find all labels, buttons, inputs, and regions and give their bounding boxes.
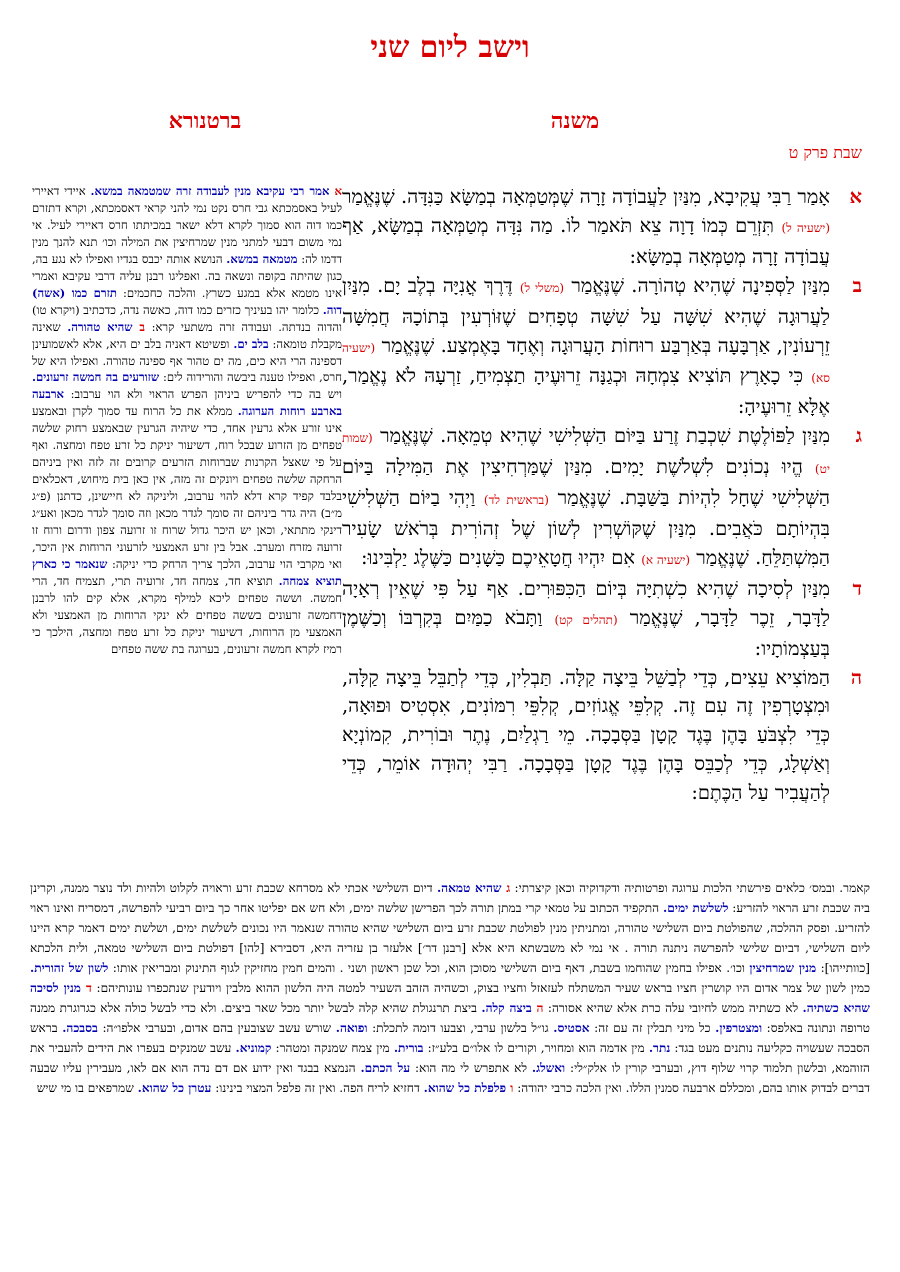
dibbur-hamatchil: ומצטרפין. (715, 1021, 763, 1035)
mishna-phrase: מִנַּיִן לַפּוֹלֶטֶת שִׁכְבַת זֶרַע בַּיּוֹם הַשְּׁלִישִׁי שֶׁהִיא טְמֵאָה. שֶׁנֶּאֱמַר (372, 424, 830, 448)
mishna-ref-letter: א (334, 184, 342, 198)
mishna-phrase: תִּזְרֵם כְּמוֹ דָוָה צֵא תֹּאמַר לוֹ. מַה נִּדָּה מְטַמְּאָה בְמַשָּׂא, אַף עֲבוֹדָה זָרָה מְטַמְּאָה בְמַשָּׂא: (342, 213, 830, 268)
commentary-text: ופשיטא דאניה בלב ים היא, אלא לאשמועינן דספינה הרי היא כים, מה ים טהור אף ספינה טהורה. ואפילו היא של חרס, ואפילו טענה ביבשה והורידוה לים: (32, 336, 342, 385)
commentary-text: לא כשתיה ממש לחיובי עלה כרת אלא שהיא אסורה: (543, 1001, 803, 1015)
mishna-segment (342, 664, 862, 809)
commentary-text: הנמצא בבגד ואין ידוע אם דם נדה הוא אם לאו, מעבירין עליו שבעה דברים לבדוק אותו בהם, ומכללם ארבעה סמנין הללו. ואין הלכה כרבי יהודה: (30, 1061, 870, 1095)
dibbur-hamatchil: שהיא טמאה. (436, 881, 507, 895)
mishna-phrase: מִנַּיִן לְסִיכָה שֶׁהִיא כִשְׁתִיָּה בְּיוֹם הַכִּפּוּרִים. אַף עַל פִּי שֶׁאֵין רְאָיָה לַדָּבָר, זֵכֶר לַדָּבָר, שֶׁנֶּאֱמַר (342, 576, 830, 629)
mishna-segment (342, 183, 862, 272)
mishna-ref-letter: ג (506, 881, 511, 895)
mishna-segment (342, 575, 862, 664)
mishna-ref-letter: ו (510, 1081, 514, 1095)
mishna-phrase: וַיְהִי בַיּוֹם הַשְּׁלִישִׁי בִּהְיוֹתָם כֹּאֲבִים. מִנַּיִן שֶׁקּוֹשְׁרִין לְשׁוֹן שֶׁל זְהוֹרִית בְּרֹאשׁ שָׂעִיר הַמִּשְׁתַּלֵּחַ. שֶׁנֶּאֱמַר (342, 486, 830, 569)
mishna-column-heading: משנה (550, 108, 600, 134)
mishna-letter: א (849, 185, 862, 208)
mishna-letter: ד (852, 576, 862, 600)
commentary-text: שמרפאים בו מי שיש (36, 1081, 138, 1095)
dibbur-hamatchil: קמוניא. (235, 1041, 272, 1055)
verse-source: (משלי ל) (519, 280, 565, 295)
bartenura-paragraph (32, 183, 342, 658)
dibbur-hamatchil: בלב ים. (233, 336, 269, 351)
commentary-text: הנושא אותה יכבס בגדיו ואפילו לא נגע בה, כגון שהיתה בקופה ונשאה בה. ואפליגו רבנן עליה דרבי עקיבא ואמרי אינו מטמא אלא במגע כשרץ. והלכה כחכמים: (32, 251, 342, 300)
commentary-text: דחזיא לריח הפה. ואין זה פלפל המצוי בינינו: (211, 1081, 424, 1095)
dibbur-hamatchil: פלפלת כל שהוא. (423, 1081, 511, 1095)
dibbur-hamatchil: ואשלג. (531, 1061, 566, 1075)
mishna-text (342, 664, 830, 809)
mishna-text (342, 183, 830, 272)
commentary-text: דיום השלישי אכתי לא מסרחא שכבת זרע וראויה לקלוט ולהיות ולד נוצר ממנה, וקרינן ביה שכבת זרע הראוי להזריע: (30, 881, 871, 915)
mishna-phrase: דֶּרֶךְ אֳנִיָּה בְלֶב יָם. מִנַּיִן לַעֲרוּגָה שֶׁהִיא שִׁשָּׁה עַל שִׁשָּׁה טְפָחִים שֶׁזּוֹרְעִין בְּתוֹכָהּ חֲמִשָּׁה זֵרְעוֹנִין, אַרְבָּעָה בְּאַרְבַּע רוּחוֹת הָעֲרוּגָה וְאֶחָד בָּאֶמְצַע. שֶׁנֶּאֱמַר (342, 273, 830, 357)
verse-source: (תהלים קט) (554, 612, 618, 627)
dibbur-hamatchil: עטרן כל שהוא. (137, 1081, 212, 1095)
dibbur-hamatchil: תזרם כמו (אשה) דוה. (32, 285, 342, 317)
commentary-text: התקפיד הכתוב על טמאי קרי במתן תורה לכך הפרישן שלשה ימים, ולא חש אם יפליטו אחר כך ביום רביעי להפרשה, דמסריח ואינו ראוי להזריע. ופסק ההלכה, שהפולטת ביום השלישי טהורה, ומתניתין מנין לפולטת שכבת זרע ביום השלישי שהיא טהורה שנאמר היו נכונים לשלשת ימים, ושלשת ימים דאמר קרא היינו ליום השלישי, דביום שלישי להפרשה ניתנה תורה . אי נמי לא משבשתא היא אלא [רבנן דר׳] אלעזר בן עזריה היא, דסבירא [להו] דפולטת ביום השלישי טמאה, ולית הלכתא [כוותייהו]: (30, 901, 870, 975)
bartenura-continuation (30, 878, 870, 1098)
commentary-text: וכו׳. אפילו בחמין שהוחמו בשבת, דאף ביום השלישי מסוכן הוא, וכל שכן ראשון ושני . והמים חמין מחזיקין לגוף התינוק ומבריאין אותו: (108, 961, 750, 975)
verse-source: (ישעיה ל) (781, 220, 830, 235)
dibbur-hamatchil: מנין שמרחיצין (749, 961, 817, 975)
commentary-text: גו״ל בלשון ערבי, וצבעו דומה לתכלת: (367, 1021, 554, 1035)
commentary-text: כלומר יהו בעיניך כזרים כמו דוה, כאשה נדה, כדכתיב (ויקרא טו) והדוה בנדתה. ועבודה זרה משתעי קרא: (32, 302, 342, 334)
mishna-segment (342, 272, 862, 423)
mishna-letter: ה (850, 665, 862, 689)
mishna-text (342, 575, 830, 664)
commentary-text: מין אדמה הוא ומחויר, וקורים לו אלו״ם בלע״ז: (423, 1041, 649, 1055)
commentary-text: שורש עשב שצובעין בהם אדום, ובערבי אלפו״ה: (97, 1021, 336, 1035)
dibbur-hamatchil: אמר רבי עקיבא מנין לעבודה זרה שמטמאה במשא. (90, 184, 335, 198)
mishna-phrase: הַמּוֹצִיא עֵצִים, כְּדֵי לְבַשֵּׁל בֵּיצָה קַלָּה. תַּבְלִין, כְּדֵי לְתַבֵּל בֵּיצָה קַלָּה, וּמִצְטָרְפִין זֶה עִם זֶה. קְלִפֵּי אֱגוֹזִים, קְלִפֵּי רִמּוֹנִים, אִסְטִיס וּפוּאָה, כְּדֵי לִצְבֹּעַ בָּהֶן בֶּגֶד קָטָן בַּסְּבָכָה. מֵי רַגְלַיִם, נֶתֶר וּבוֹרִית, קִמוֹנְיָא וְאַשְׁלָג, כְּדֵי לְכַבֵּס בָּהֶן בֶּגֶד קָטָן בַּסְּבָכָה. רַבִּי יְהוּדָה אוֹמֵר, כְּדֵי לְהַעֲבִיר עַל הַכֶּתֶם: (342, 665, 830, 805)
commentary-text: איידי דאיירי לעיל באסמכתא גבי חרס נקט נמי להני קראי דאסמכתא, וקרא דתזרם כמו דוה הוא סמוך לקרא דלא ישאר במכיתתו חרס דאיירי לעיל. אי נמי משום דבעי למתני מנין שמרחיצין את המילה וכו׳ תנא להנך מנין דדמו לה: (32, 184, 342, 266)
mishna-phrase: מִנַּיִן לַסְּפִינָה שֶׁהִיא טְהוֹרָה. שֶׁנֶּאֱמַר (564, 273, 830, 297)
dibbur-hamatchil: שנאמר כי כארץ תוציא צמחה. (32, 556, 342, 588)
mishna-phrase: כִּי כָאָרֶץ תּוֹצִיא צִמְחָהּ וּכְגַנָּה זֵרוּעֶיהָ תַצְמִיחַ, זַרְעָהּ לֹא נֶאֱמַר, אֶלָּא זֵרוּעֶיהָ: (342, 364, 830, 419)
dibbur-hamatchil: מנין לסיכה שהיא כשתיה. (30, 981, 870, 1015)
commentary-text: תוציא חד, צמחה חד, זרועיה תרי, תצמיח חד, הרי חמשה. וששה טפחים ליכא למילף מקרא, אלא קים להו לרבנן דחמשה זרעונים בששה טפחים לא ינקי הרוחות מן האמצעי ולא האמצעי מן הרוחות, דשיעור יניקת כל זרע טפח ומחצה, הילכך כי רמיז לקרא חמשה זרעונים, בערוגה בת ששה טפחים (32, 573, 342, 656)
dibbur-hamatchil: לשלשת ימים. (663, 901, 729, 915)
mishna-text (342, 422, 830, 575)
verse-source: (ישעיה א) (641, 552, 691, 567)
mishna-ref-letter: ה (536, 1001, 544, 1015)
commentary-text: כל מיני תבלין זה עם זה: (589, 1021, 716, 1035)
commentary-text: שאינה מקבלת טומאה: (32, 319, 342, 351)
continuation-paragraph (30, 878, 870, 1098)
dibbur-hamatchil: שזורעים בה חמשה זרעונים. (32, 370, 160, 385)
chapter-label: שבת פרק ט (788, 143, 862, 162)
bartenura-column-heading: ברטנורא (168, 108, 242, 134)
verse-source: (ישעיה סא) (342, 340, 830, 386)
mishna-phrase: וַתָּבֹא כַמַּיִם בְּקִרְבּוֹ וְכַשֶּׁמֶן בְּעַצְמוֹתָיו: (342, 605, 830, 660)
verse-source: (בראשית לד) (483, 493, 549, 508)
mishna-segment (342, 422, 862, 575)
dibbur-hamatchil: אסטיס. (553, 1021, 590, 1035)
dibbur-hamatchil: בורית. (393, 1041, 424, 1055)
dibbur-hamatchil: בסבכה. (62, 1021, 98, 1035)
commentary-text: לא אתפרש לי מה הוא: (410, 1061, 532, 1075)
commentary-text: עשב שמנקים בעפרו את הידים להעביר את הזוהמא, ובלשון תלמוד קרוי שלוף דוץ, ובערבי קורין לו אלק״לי: (30, 1041, 870, 1075)
dibbur-hamatchil: ארבעה בארבע רוחות הערוגה. (32, 387, 342, 419)
mishna-letter: ג (855, 424, 862, 448)
commentary-text: ממלא את כל הרוח עד סמוך לקרן ובאמצע אינו זורע אלא גרעין אחד, כדי שיהיה הגרעין שבאמצע רחוק שלשה טפחים מן הזרוע שבכל רוח, דשיעור יניקת כל זרע טפח ומחצה. ואף על פי שאצל הקרנות שברוחות הזרעים קרובים זה לזה ואין ביניהם הרחקה שלשה טפחים ויונקים זה מזה, אין כאן בית מיחוש, דאכלאים בלבד קפיד קרא דלא להוי ערבוב, וליניקה לא חיישינן, כדתנן (פ״ג מ״ב) היה גדר ביניהם זה סומך לגדר מכאן וזה סומך לגדר מכאן ואע״ג דינקי מתתאי, וכאן יש היכר גדול שרוח זו זרועה צפון ודרום ורוח זו זרועה מזרח ומערב. אבל בין זרע האמצעי לזרעוני הרוחות אין היכר, ואי מקרבי הוי ערבוב, הלכך צריך הרחק כדי יניקה: (32, 404, 342, 571)
mishna-ref-letter: ד (86, 981, 92, 995)
dibbur-hamatchil: נתר. (648, 1041, 671, 1055)
commentary-text: קאמר. ובמס׳ כלאים פירשתי הלכות ערוגה ופרטותיה ודקדוקיה וכאן קיצרתי: (510, 881, 870, 895)
mishna-phrase: אִם יִהְיוּ חֲטָאֵיכֶם כַּשָּׁנִים כַּשֶּׁלֶג יַלְבִּינוּ: (360, 545, 642, 569)
commentary-text: כמין לשון של צמר אדום היו קושרין חציו בראש שעיר המשתלח לעזאזל וחציו בצוק, וכשהיה הזהב השעיר למטה היה הלשון ההוא מלבין ויודעין שנתכפרו עונותיהם: (91, 981, 871, 995)
dibbur-hamatchil: על הכתם. (360, 1061, 411, 1075)
verse-source: (שמות יט) (342, 431, 830, 477)
mishna-text-column (342, 183, 862, 808)
commentary-text: ויש בה כדי להפריש ביניהן הפרש הראוי ולא הוי ערבוב: (63, 387, 342, 402)
dibbur-hamatchil: ופואה. (335, 1021, 368, 1035)
dibbur-hamatchil: מטמאה במשא. (226, 251, 298, 266)
bartenura-commentary-column (32, 183, 342, 873)
commentary-text: בראש הסבכה שעשויה כקליעה נותנים מעט בגד: (30, 1021, 871, 1055)
mishna-text (342, 272, 830, 423)
mishna-letter: ב (852, 273, 862, 297)
mishna-phrase: הֱיוּ נְכוֹנִים לִשְׁלֹשֶׁת יָמִים. מִנַּיִן שֶׁמַּרְחִיצִין אֶת הַמִּילָה בַּיּוֹם הַשְּׁלִישִׁי שֶׁחָל לִהְיוֹת בַּשַּׁבָּת. שֶׁנֶּאֱמַר (342, 455, 831, 510)
dibbur-hamatchil: שהיא טהורה. (67, 319, 140, 334)
commentary-text: ביצת תרנגולת שהיא קלה לבשל יותר מכל שאר ביצים. ולא כדי לבשל כולה אלא כגרוגרת ממנה טרופה ונתונה באלפס: (30, 1001, 870, 1035)
mishna-phrase: אָמַר רַבִּי עֲקִיבָא, מִנַּיִן לַעֲבוֹדָה זָרָה שֶׁמְּטַמְּאָה בְמַשָּׂא כַּנִּדָּה. שֶׁנֶּאֱמַר (342, 185, 830, 208)
dibbur-hamatchil: ביצה קלה. (481, 1001, 537, 1015)
page-title: וישב ליום שני (370, 30, 530, 65)
dibbur-hamatchil: לשון של זהורית. (30, 961, 109, 975)
mishna-ref-letter: ב (139, 319, 146, 334)
commentary-text: מין צמח שמנקה ומטהר: (271, 1041, 394, 1055)
